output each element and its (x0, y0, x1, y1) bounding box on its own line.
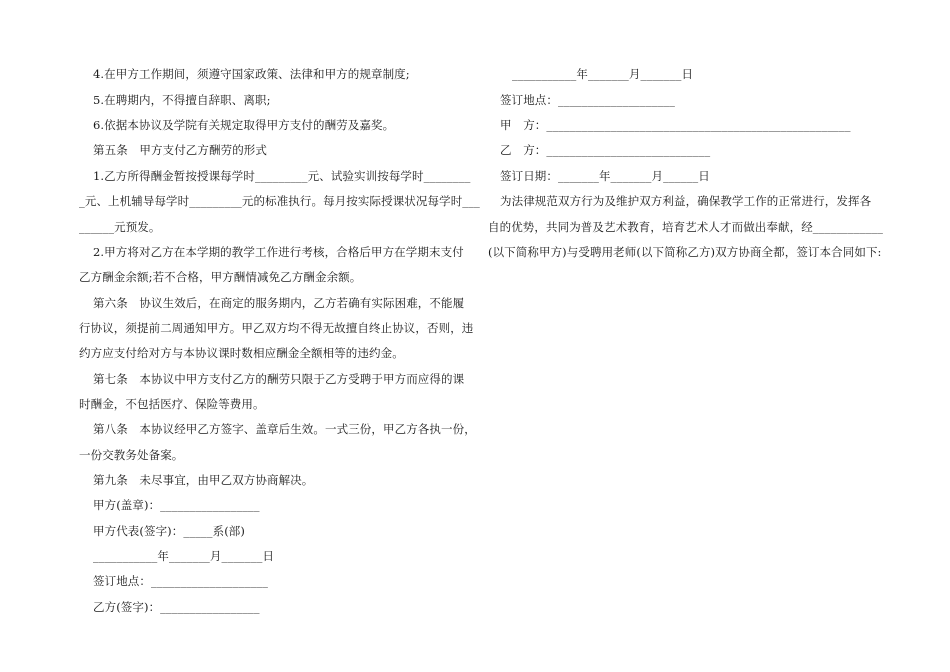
left-line-7: ______元预发。 (79, 220, 161, 234)
right-date-line: ___________年_______月_______日 (512, 67, 694, 81)
signing-date-field: 签订日期：_______年_______月______日 (500, 169, 710, 183)
left-line-8: 2.甲方将对乙方在本学期的教学工作进行考核，合格后甲方在学期末支付 (93, 245, 464, 259)
article-9: 第九条 未尽事宜，由甲乙双方协商解决。 (93, 473, 314, 487)
party-a-seal: 甲方(盖章)：_________________ (93, 498, 260, 512)
left-line-12: 约方应支付给对方与本协议课时数相应酬金全额相等的违约金。 (79, 346, 404, 360)
left-line-1: 4.在甲方工作期间，须遵守国家政策、法律和甲方的规章制度; (93, 67, 410, 81)
left-line-14: 时酬金，不包括医疗、保险等费用。 (79, 397, 265, 411)
article-6: 第六条 协议生效后，在商定的服务期内，乙方若确有实际困难，不能履 (93, 296, 465, 310)
left-line-16: 一份交教务处备案。 (79, 448, 184, 462)
article-8: 第八条 本协议经甲乙方签字、盖章后生效。一式三份，甲乙方各执一份， (93, 422, 476, 436)
party-a-field: 甲 方：____________________________________________________ (500, 118, 851, 132)
preamble-line-2: 自的优势，共同为普及艺术教育，培育艺术人才而做出奉献，经____________ (488, 220, 883, 234)
article-7: 第七条 本协议中甲方支付乙方的酬劳只限于乙方受聘于甲方而应得的课 (93, 372, 465, 386)
left-line-11: 行协议，须提前二周通知甲方。甲乙双方均不得无故擅自终止协议，否则，违 (79, 321, 474, 335)
preamble-line-3: (以下简称甲方)与受聘用老师(以下简称乙方)双方协商全都，签订本合同如下: (488, 245, 882, 259)
left-line-2: 5.在聘期内，不得擅自辞职、离职; (93, 93, 271, 107)
left-line-3: 6.依据本协议及学院有关规定取得甲方支付的酬劳及嘉奖。 (93, 118, 395, 132)
party-b-field: 乙 方：____________________________ (500, 143, 711, 157)
party-a-representative: 甲方代表(签字)：_____系(部) (93, 524, 245, 538)
right-signing-place: 签订地点：____________________ (500, 93, 675, 107)
left-line-5: 1.乙方所得酬金暂按授课每学时_________元、试验实训按每学时________ (93, 169, 471, 183)
left-signing-place: 签订地点：____________________ (93, 574, 268, 588)
left-line-9: 乙方酬金余额;若不合格，甲方酬情减免乙方酬金余额。 (79, 270, 362, 284)
article-5-heading: 第五条 甲方支付乙方酬劳的形式 (93, 143, 267, 157)
left-date-line: ___________年_______月_______日 (93, 549, 275, 563)
preamble-line-1: 为法律规范双方行为及维护双方利益，确保教学工作的正常进行，发挥各 (500, 194, 872, 208)
party-b-signature: 乙方(签字)：_________________ (93, 600, 260, 614)
left-line-6: _元、上机辅导每学时_________元的标准执行。每月按实际授课状况每学时___ (79, 194, 480, 208)
